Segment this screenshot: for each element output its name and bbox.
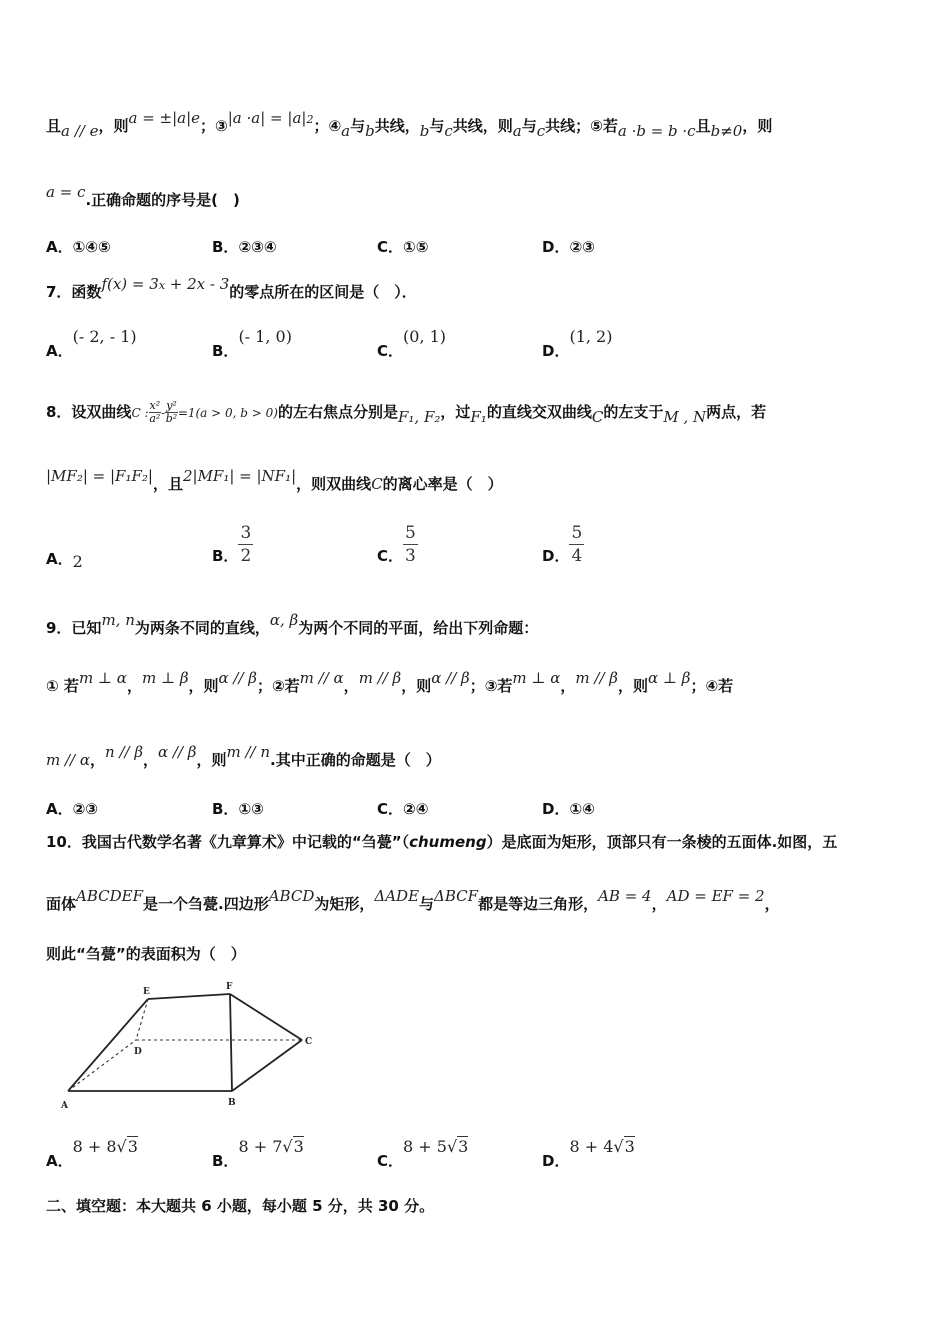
- q9-text: ，则: [196, 751, 227, 769]
- q6-math: b≠0: [710, 122, 743, 140]
- q10-option-a[interactable]: A．8 + 8√3: [46, 1137, 138, 1170]
- q9-option-d[interactable]: D．①④: [542, 800, 595, 818]
- q7-text: 的零点所在的区间是（ ）．: [229, 283, 417, 301]
- q6-text: 与: [521, 117, 537, 135]
- q9-math: m // β: [358, 669, 402, 687]
- q8-text: 8．设双曲线: [46, 403, 132, 421]
- q9-text: ① 若: [46, 677, 79, 695]
- edge-ae: [68, 999, 148, 1091]
- q10-text: ）是底面为矩形，顶部只有一条棱的五面体.如图，五: [486, 833, 838, 851]
- q7-math: x: [158, 279, 166, 292]
- chumeng-figure: [56, 978, 326, 1118]
- q6-text: 共线，则: [452, 117, 513, 135]
- edge-fb: [230, 994, 232, 1091]
- q8-text: 的左支于: [603, 403, 664, 421]
- q9-math: m // n: [226, 743, 271, 761]
- q6-text: 且: [46, 117, 62, 135]
- q8-fraction-x: $\frac{\text{x²}}{\text{a²}}$: [149, 399, 161, 425]
- q9-line3: [46, 743, 441, 770]
- q10-text: 与: [419, 895, 435, 913]
- q10-text: ，: [764, 895, 780, 913]
- q6-math: b: [365, 122, 375, 140]
- q6-text: 共线；⑤若: [545, 117, 618, 135]
- q7-option-a[interactable]: A．(- 2, - 1): [46, 327, 137, 360]
- label-d: D: [134, 1047, 142, 1057]
- q9-math: m, n: [101, 611, 135, 629]
- q9-line1: [46, 611, 539, 638]
- q6-math: c: [444, 122, 453, 140]
- q9-math: m // α: [46, 751, 90, 769]
- q10-text: 面体: [46, 895, 77, 913]
- q6-text: 与: [429, 117, 445, 135]
- q8-math: M , N: [663, 408, 707, 426]
- q6-option-d[interactable]: D．②③: [542, 238, 595, 256]
- q10-text: 是一个刍甍.四边形: [143, 895, 269, 913]
- q9-line2: [46, 669, 734, 696]
- q9-option-a[interactable]: A．②③: [46, 800, 99, 818]
- q6-math: a: [341, 122, 351, 140]
- q10-text: 10．我国古代数学名著《九章算术》中记载的“刍甍”（: [46, 833, 410, 851]
- q6-text: 共线，: [374, 117, 420, 135]
- q10-option-d[interactable]: D．8 + 4√3: [542, 1137, 635, 1170]
- q6-math: a ·b = b ·c: [617, 122, 696, 140]
- q8-text: ，过: [440, 403, 471, 421]
- q8-math: C: [371, 475, 383, 493]
- q9-math: m ⊥ α: [78, 669, 127, 687]
- q8-line1: 8．设双曲线C : $\frac{\text{x²}}{\text{a²}}$ - $\frac{\text{y²}}{\text{b²}}$ =1(a > 0, b > 0)的左右焦点分别是F₁, F₂，过F₁的直线交双曲线C的左支于M , N两点，若: [46, 399, 767, 426]
- q7-option-c[interactable]: C．(0, 1): [377, 327, 447, 360]
- q8-option-b[interactable]: B． $\frac{3}{2}$: [212, 523, 252, 566]
- label-c: C: [305, 1037, 313, 1047]
- q10-math: ABCD: [268, 887, 315, 905]
- q9-option-c[interactable]: C．②④: [377, 800, 429, 818]
- q9-text: .其中正确的命题是（ ）: [270, 751, 441, 769]
- q10-math: AD = EF = 2: [666, 887, 765, 905]
- edge-ad-hidden: [68, 1040, 136, 1091]
- q10-math: ΔBCF: [434, 887, 479, 905]
- q6-line2: [46, 183, 240, 210]
- q10-text: 都是等边三角形，: [478, 895, 599, 913]
- q8-math: F₁, F₂: [397, 408, 441, 426]
- q10-text: 则此“刍甍”的表面积为（ ）: [46, 945, 246, 963]
- q8-math: 2|MF₁| = |NF₁|: [182, 467, 297, 485]
- q9-text: ，: [90, 751, 106, 769]
- q6-math: a // e: [61, 122, 99, 140]
- q10-math: AB = 4: [598, 887, 652, 905]
- q9-math: n // β: [105, 743, 143, 761]
- q10-line2: [46, 887, 780, 914]
- q10-line3: [46, 944, 246, 964]
- q9-math: α // β: [431, 669, 470, 687]
- section-2-title: 二、填空题：本大题共 6 小题，每小题 5 分，共 30 分。: [46, 1197, 435, 1215]
- q8-math: |MF₂| = |F₁F₂|: [46, 467, 153, 485]
- q9-text: ；④若: [690, 677, 734, 695]
- q9-text: ，则: [617, 677, 648, 695]
- q6-line1: [46, 109, 773, 140]
- section-2-heading: [46, 1196, 434, 1216]
- q8-text: ，则双曲线: [296, 475, 372, 493]
- edge-bc: [232, 1040, 302, 1091]
- q7-option-b[interactable]: B．(- 1, 0): [212, 327, 292, 360]
- q9-text: ，: [126, 677, 142, 695]
- q9-text: ，: [143, 751, 159, 769]
- q10-option-b[interactable]: B．8 + 7√3: [212, 1137, 304, 1170]
- q6-text: ，则: [98, 117, 129, 135]
- q9-text: 9．已知: [46, 619, 102, 637]
- label-b: B: [228, 1098, 236, 1108]
- q9-math: m // β: [575, 669, 618, 687]
- q7-text: 7．函数: [46, 283, 102, 301]
- q7-stem: [46, 275, 417, 304]
- q8-option-d[interactable]: D． $\frac{5}{4}$: [542, 523, 583, 566]
- q9-text: 为两条不同的直线，: [134, 619, 270, 637]
- q9-math: α ⊥ β: [647, 669, 691, 687]
- q8-math: C: [591, 408, 604, 426]
- edge-fc: [230, 994, 302, 1040]
- q9-text: 为两个不同的平面，给出下列命题：: [298, 619, 539, 637]
- q10-italic: chumeng: [409, 833, 487, 851]
- q8-text: 的左右焦点分别是: [277, 403, 398, 421]
- q9-text: ，则: [188, 677, 219, 695]
- q10-text: 为矩形，: [314, 895, 375, 913]
- q8-math: F₁: [470, 408, 487, 426]
- q9-math: m ⊥ β: [141, 669, 189, 687]
- q8-text: 两点，若: [706, 403, 767, 421]
- label-e: E: [143, 987, 150, 997]
- q6-option-a[interactable]: A．①④⑤: [46, 238, 111, 256]
- q6-text: .正确命题的序号是( ): [85, 191, 240, 209]
- q9-text: ，则: [401, 677, 432, 695]
- q6-math: 2: [306, 113, 314, 126]
- q10-line1: [46, 832, 837, 852]
- q8-option-c[interactable]: C． $\frac{5}{3}$: [377, 523, 416, 566]
- label-a: A: [61, 1101, 68, 1111]
- q9-math: α, β: [269, 611, 299, 629]
- q8-option-a[interactable]: A．2: [46, 550, 83, 571]
- q7-math: + 2x - 3: [165, 275, 230, 293]
- q6-math: c: [536, 122, 546, 140]
- edge-ef: [148, 994, 230, 999]
- q8-text: 的直线交双曲线: [486, 403, 592, 421]
- label-f: F: [226, 982, 233, 992]
- q6-math: |a ·a| = |a|: [227, 109, 307, 127]
- q9-text: ；③若: [469, 677, 513, 695]
- q10-option-c[interactable]: C．8 + 5√3: [377, 1137, 469, 1170]
- q6-text: 与: [350, 117, 366, 135]
- q6-option-b[interactable]: B．②③④: [212, 238, 277, 256]
- q10-math: ΔADE: [374, 887, 420, 905]
- q6-text: ；④: [313, 117, 342, 135]
- q8-text: ，且: [152, 475, 183, 493]
- q9-math: m ⊥ α: [512, 669, 561, 687]
- q9-text: ；②若: [256, 677, 300, 695]
- q6-text: ；③: [200, 117, 228, 135]
- q10-math: ABCDEF: [76, 887, 144, 905]
- q9-text: ，: [343, 677, 359, 695]
- q9-math: α // β: [158, 743, 197, 761]
- q7-math: f(x) = 3: [101, 275, 159, 293]
- q8-line2: [46, 467, 503, 494]
- q6-math: a = ±|a|e: [128, 109, 201, 127]
- q8-math: =1(a > 0, b > 0): [177, 406, 278, 420]
- q7-option-d[interactable]: D．(1, 2): [542, 327, 613, 360]
- q9-math: α // β: [218, 669, 257, 687]
- q10-text: ，: [651, 895, 667, 913]
- q8-math: C :: [131, 406, 149, 420]
- q9-option-b[interactable]: B．①③: [212, 800, 264, 818]
- q9-math: m // α: [299, 669, 344, 687]
- q8-text: 的离心率是（ ）: [382, 475, 503, 493]
- q8-fraction-y: $\frac{\text{y²}}{\text{b²}}$: [165, 399, 178, 425]
- q9-text: ，: [560, 677, 576, 695]
- q6-math: b: [419, 122, 430, 140]
- q6-option-c[interactable]: C．①⑤: [377, 238, 429, 256]
- q6-text: ，则: [742, 117, 773, 135]
- q6-math: a = c: [46, 183, 86, 201]
- q6-text: 且: [695, 117, 711, 135]
- q6-math: a: [512, 122, 522, 140]
